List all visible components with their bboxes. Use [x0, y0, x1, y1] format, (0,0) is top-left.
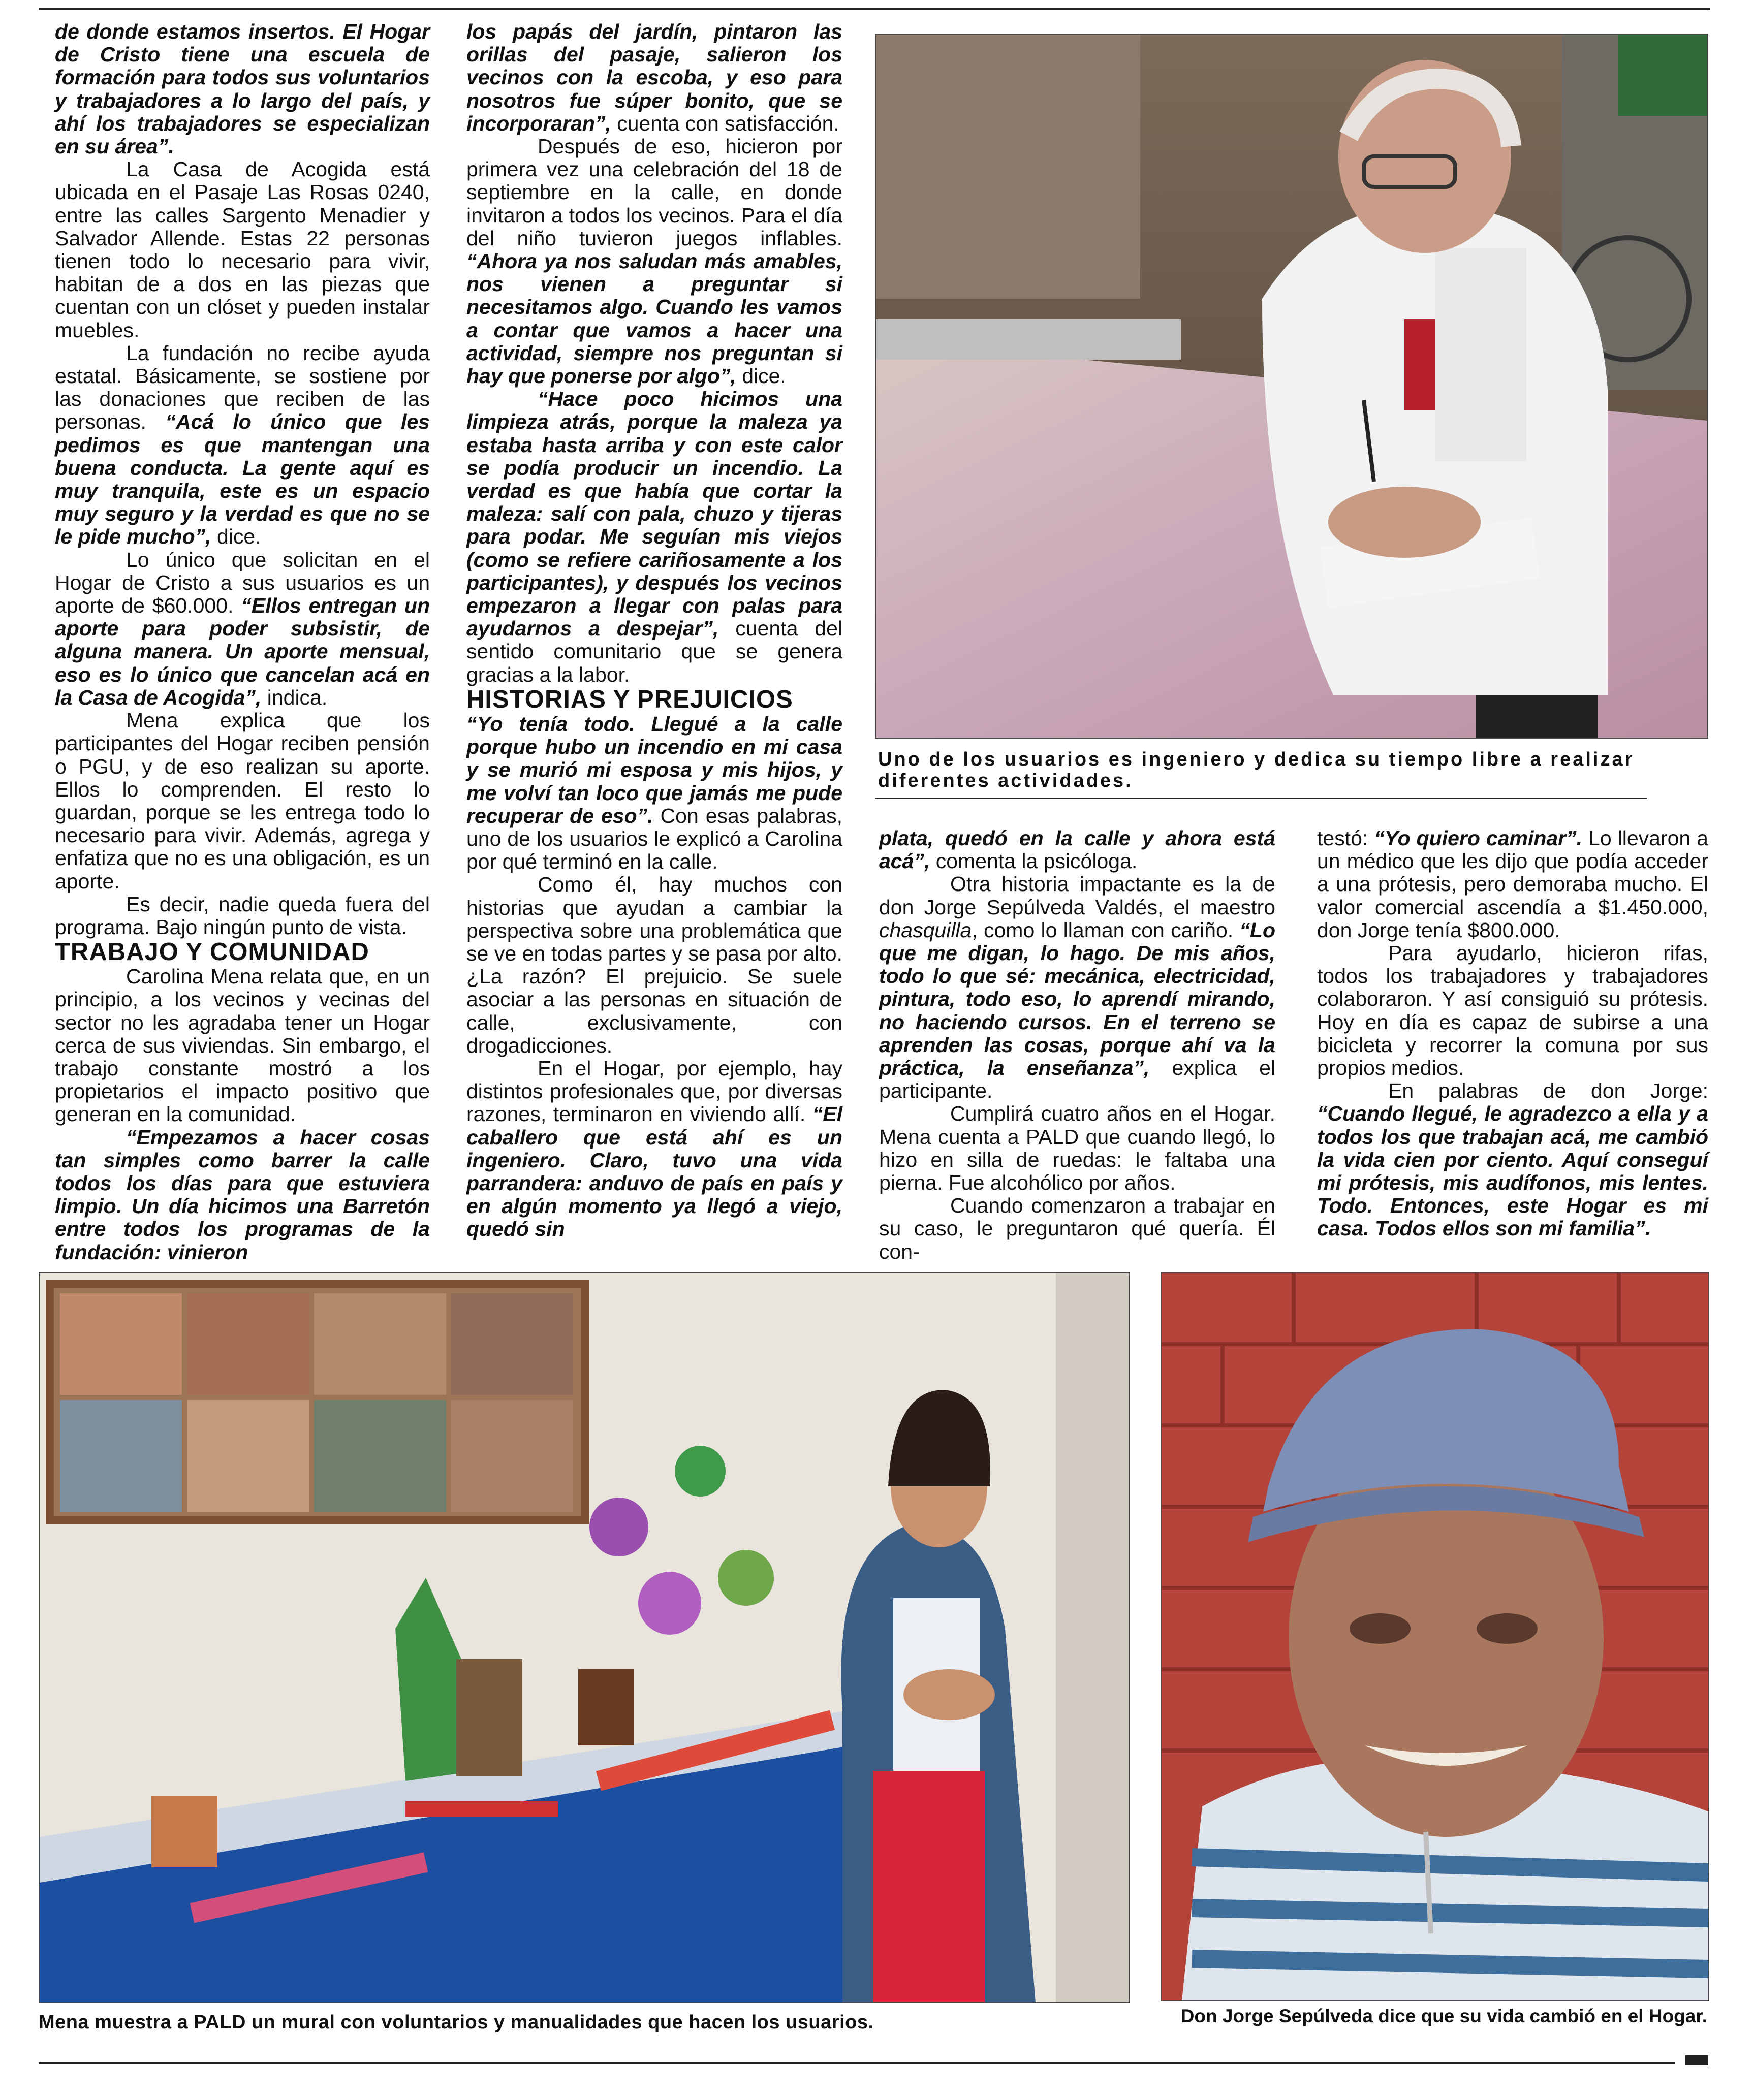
- paragraph: En el Hogar, por ejemplo, hay distintos profesionales que, por diversas razones, terminaron en viviendo allí. “El caballero que está ahí es un ingeniero. Claro, tuvo una vida parrandera: anduvo de país en país y en algún momento ya llegó a viejo, quedó sin: [466, 1056, 842, 1241]
- paragraph: En palabras de don Jorge: “Cuando llegué, le agradezco a ella y a todos los que trabajan acá, me cambió la vida cien por ciento. Aquí conseguí mi prótesis, mis audífonos, mis lentes. Todo. Entonces, este Hogar es mi casa. Todos ellos son mi familia”.: [1317, 1079, 1708, 1240]
- paragraph: Lo único que solicitan en el Hogar de Cristo a sus usuarios es un aporte de $60.000. “Ellos entregan un aporte para poder subsistir, de alguna manera. Un aporte mensual, eso es lo único que cancelan acá en la Casa de Acogida”, indica.: [55, 548, 430, 709]
- paragraph: Otra historia impactante es la de don Jorge Sepúlveda Valdés, el maestro chasquilla, como lo llaman con cariño. “Lo que me digan, lo hago. De mis años, todo lo que sé: mecánica, electricidad, pintura, todo eso, lo aprendí mirando, no haciendo cursos. En el terreno se aprenden las cosas, porque ahí va la práctica, la enseñanza”, explica el participante.: [879, 872, 1275, 1103]
- paragraph: Cuando comenzaron a trabajar en su caso, le preguntaron qué quería. Él con-: [879, 1194, 1275, 1263]
- don-jorge-photo-illustration: [1162, 1273, 1708, 2000]
- paragraph: Para ayudarlo, hicieron rifas, todos los trabajadores y trabajadores colaboraron. Y así consiguió su prótesis. Hoy en día es capaz de subirse a una bicicleta y recorrer la comuna por sus propios medios.: [1317, 941, 1708, 1080]
- section-heading: HISTORIAS Y PREJUICIOS: [466, 685, 793, 713]
- caption-rule: [875, 798, 1647, 799]
- article-column-4: [1317, 827, 1708, 1240]
- paragraph: los papás del jardín, pintaron las orillas del pasaje, salieron los vecinos con la escoba, y eso para nosotros fue súper bonito, que se incorporaran”, cuenta con satisfacción.: [466, 20, 842, 135]
- bottom-rule: [39, 2062, 1675, 2064]
- photo-don-jorge: [1161, 1272, 1709, 2001]
- top-rule: [39, 8, 1710, 10]
- paragraph: “Yo tenía todo. Llegué a la calle porque hubo un incendio en mi casa y se murió mi esposa y mis hijos, y me volví tan loco que jamás me pude recuperar de eso”. Con esas palabras, uno de los usuarios le explicó a Carolina por qué terminó en la calle.: [466, 712, 843, 874]
- section-heading: TRABAJO Y COMUNIDAD: [55, 938, 369, 966]
- paragraph: La Casa de Acogida está ubicada en el Pasaje Las Rosas 0240, entre las calles Sargento Menadier y Salvador Allende. Estas 22 personas tienen todo lo necesario para vivir, habitan de a dos en las piezas que cuentan con un clóset y pueden instalar muebles.: [55, 157, 430, 342]
- paragraph: plata, quedó en la calle y ahora está acá”, comenta la psicóloga.: [879, 826, 1275, 873]
- paragraph: La fundación no recibe ayuda estatal. Básicamente, se sostiene por las donaciones que reciben de las personas. “Acá lo único que les pedimos es que mantengan una buena conducta. La gente aquí es muy tranquila, este es un espacio muy seguro y la verdad es que no se le pide mucho”, dice.: [55, 341, 430, 549]
- article-column-2: [466, 20, 842, 1241]
- paragraph: Es decir, nadie queda fuera del programa. Bajo ningún punto de vista.: [55, 892, 430, 939]
- photo2-caption: Mena muestra a PALD un mural con voluntarios y manualidades que hacen los usuarios.: [39, 2012, 874, 2033]
- photo3-caption: Don Jorge Sepúlveda dice que su vida cambió en el Hogar.: [1180, 2006, 1707, 2026]
- end-mark: [1685, 2055, 1708, 2065]
- photo-engineer-drawing: [875, 34, 1708, 739]
- photo-mural-crafts: [39, 1272, 1130, 2003]
- mural-photo-illustration: [40, 1273, 1129, 2002]
- paragraph: “Hace poco hicimos una limpieza atrás, porque la maleza ya estaba hasta arriba y con este calor se podía producir un incendio. La verdad es que había que cortar la maleza: salí con pala, chuzo y tijeras para podar. Me seguían mis viejos (como se refiere cariñosamente a los participantes), y después los vecinos empezaron a llegar con palas para ayudarnos a despejar”, cuenta del sentido comunitario que se genera gracias a la labor.: [466, 387, 842, 686]
- photo1-caption: Uno de los usuarios es ingeniero y dedica su tiempo libre a realizar diferentes actividades.: [878, 749, 1635, 791]
- paragraph: Mena explica que los participantes del Hogar reciben pensión o PGU, y de eso realizan su aporte. Ellos lo comprenden. El resto lo guardan, porque se les entrega todo lo necesario para vivir. Además, agrega y enfatiza que no es una obligación, es un aporte.: [55, 709, 430, 893]
- article-column-1: [55, 20, 430, 1264]
- paragraph: Carolina Mena relata que, en un principio, a los vecinos y vecinas del sector no les agradaba tener un Hogar cerca de sus viviendas. Sin embargo, el trabajo constante mostró a los propietarios el impacto positivo que generan en la comunidad.: [55, 965, 430, 1126]
- paragraph: Cumplirá cuatro años en el Hogar. Mena cuenta a PALD que cuando llegó, lo hizo en silla de ruedas: le faltaba una pierna. Fue alcohólico por años.: [879, 1102, 1275, 1195]
- paragraph: Como él, hay muchos con historias que ayudan a cambiar la perspectiva sobre una problemática que se ve en todas partes y se pasa por alto. ¿La razón? El prejuicio. Se suele asociar a las personas en situación de calle, exclusivamente, con drogadicciones.: [466, 873, 842, 1057]
- article-column-3: [879, 827, 1275, 1263]
- paragraph: “Empezamos a hacer cosas tan simples como barrer la calle todos los días para que estuviera limpio. Un día hicimos una Barretón entre todos los programas de la fundación: vinieron: [55, 1125, 430, 1264]
- engineer-photo-illustration: [876, 35, 1707, 738]
- paragraph: Después de eso, hicieron por primera vez una celebración del 18 de septiembre en la calle, en donde invitaron a todos los vecinos. Para el día del niño tuvieron juegos inflables. “Ahora ya nos saludan más amables, nos vienen a preguntar si necesitamos algo. Cuando les vamos a contar que vamos a hacer una actividad, siempre nos preguntan si hay que ponerse por algo”, dice.: [466, 135, 842, 388]
- paragraph: testó: “Yo quiero caminar”. Lo llevaron a un médico que les dijo que podía acceder a una prótesis, pero demoraba mucho. El valor comercial ascendía a $1.450.000, don Jorge tenía $800.000.: [1317, 826, 1708, 942]
- paragraph: de donde estamos insertos. El Hogar de Cristo tiene una escuela de formación para todos sus voluntarios y trabajadores a lo largo del país, y ahí los trabajadores se especializan en su área”.: [55, 20, 430, 158]
